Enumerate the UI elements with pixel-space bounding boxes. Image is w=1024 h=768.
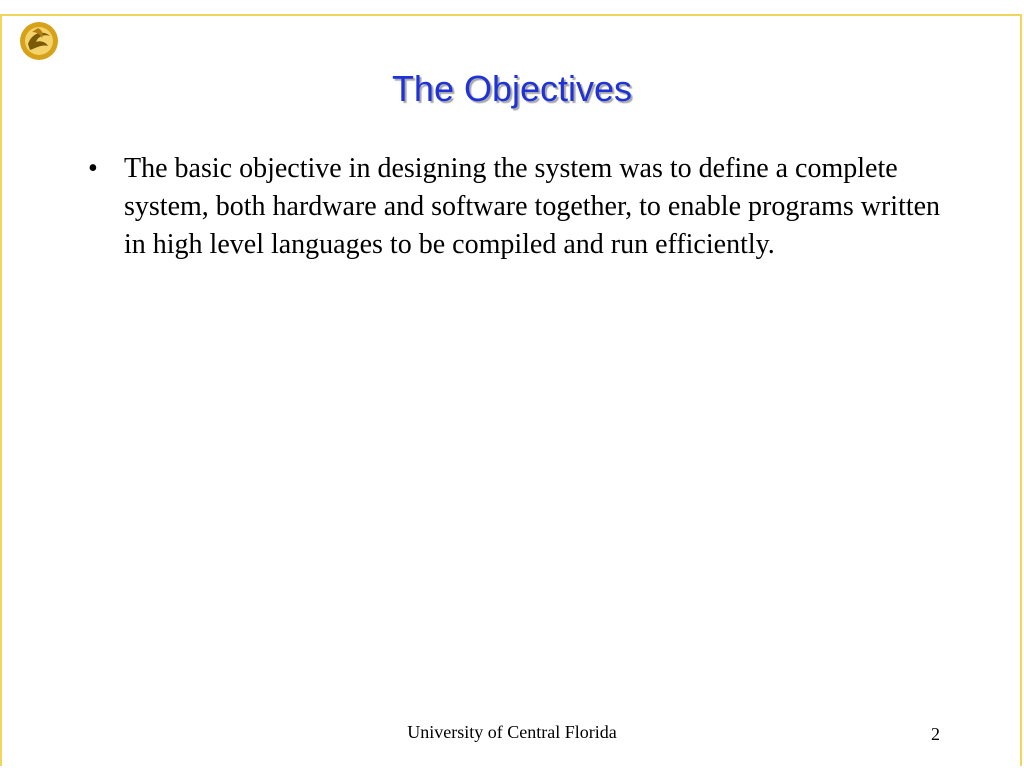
slide-footer: University of Central Florida: [407, 722, 617, 742]
bullet-text: The basic objective in designing the system was to define a complete system, both hardware and software together, to enable programs written in high level languages to be compiled and run efficiently.: [124, 153, 941, 260]
bullet-dot-icon: •: [88, 153, 98, 184]
page-number: 2: [931, 724, 940, 744]
slide-border: [0, 14, 1022, 766]
slide-title: The Objectives: [391, 68, 633, 109]
bullet-item: [88, 150, 968, 264]
slide-content: [88, 150, 968, 264]
ucf-pegasus-logo-icon: [18, 20, 60, 62]
